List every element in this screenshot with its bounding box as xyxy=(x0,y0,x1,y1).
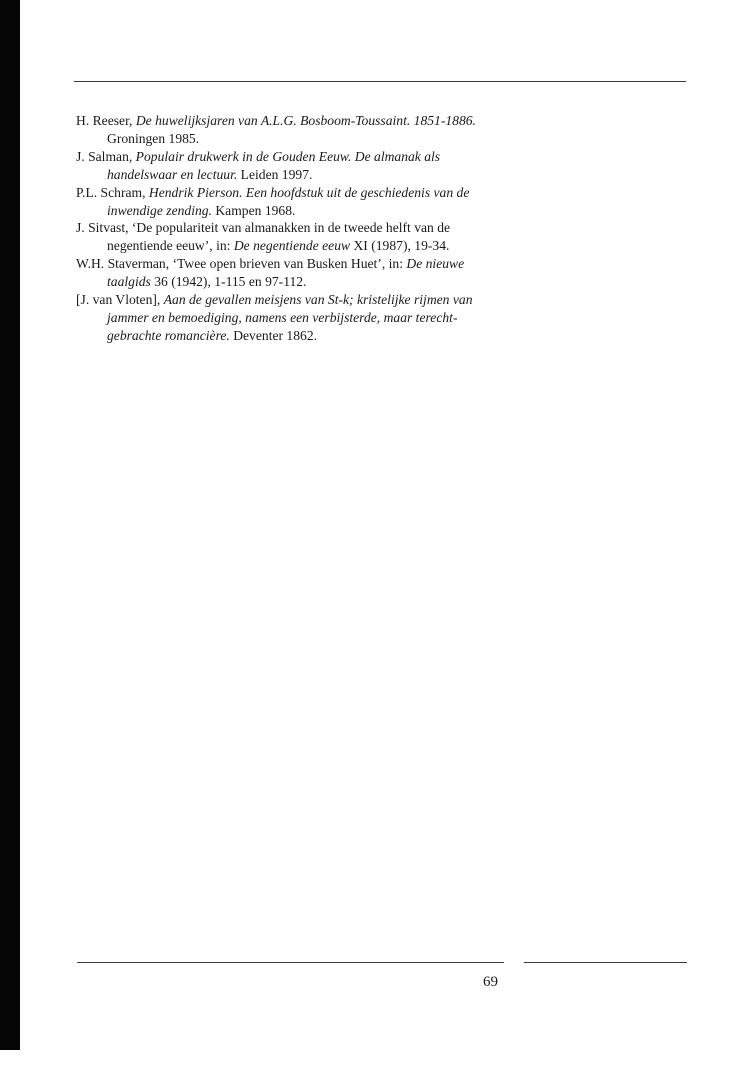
reference-title: Hendrik Pierson. Een hoofdstuk uit de geschiedenis van de inwendige zending. xyxy=(107,184,470,218)
reference-entry xyxy=(76,184,506,220)
reference-imprint: Groningen 1985. xyxy=(107,130,200,146)
reference-entry xyxy=(76,291,506,345)
reference-entry xyxy=(76,255,506,291)
reference-author: H. Reeser, xyxy=(76,113,136,128)
reference-title: De negentiende eeuw xyxy=(233,238,351,254)
reference-title: De nieuwe taalgids xyxy=(107,256,465,290)
page-number: 69 xyxy=(483,974,498,990)
reference-title: Populair drukwerk in de Gouden Eeuw. De almanak als handelswaar en lectuur. xyxy=(107,148,441,182)
reference-author: J. Sitvast, ‘De populariteit van almanakken in de tweede helft van de negentiende eeuw’, in: xyxy=(76,220,451,254)
reference-author: W.H. Staverman, ‘Twee open brieven van Busken Huet’, in: xyxy=(76,256,407,272)
reference-imprint: XI (1987), 19-34. xyxy=(350,238,450,254)
top-rule xyxy=(74,81,686,82)
reference-imprint: Deventer 1862. xyxy=(229,327,318,343)
reference-imprint: 36 (1942), 1-115 en 97-112. xyxy=(150,274,307,290)
reference-title: Aan de gevallen meisjens van St-k; kristelijke rijmen van jammer en bemoediging, namens een verbijsterde, maar terechtgebrachte romancière. xyxy=(107,292,473,343)
reference-entry xyxy=(76,148,506,184)
reference-list xyxy=(76,112,506,345)
reference-imprint: Leiden 1997. xyxy=(237,166,313,182)
binding-edge xyxy=(0,0,20,1050)
reference-entry xyxy=(76,219,506,255)
reference-title: De huwelijksjaren van A.L.G. Bosboom-Toussaint. 1851-1886. xyxy=(135,113,476,128)
reference-author: [J. van Vloten], xyxy=(76,292,164,308)
footer-rule-left xyxy=(77,962,504,963)
reference-entry xyxy=(76,112,506,148)
reference-author: J. Salman, xyxy=(76,148,136,164)
reference-author: P.L. Schram, xyxy=(76,184,149,200)
footer-rule-right xyxy=(524,962,687,963)
reference-imprint: Kampen 1968. xyxy=(211,202,296,218)
